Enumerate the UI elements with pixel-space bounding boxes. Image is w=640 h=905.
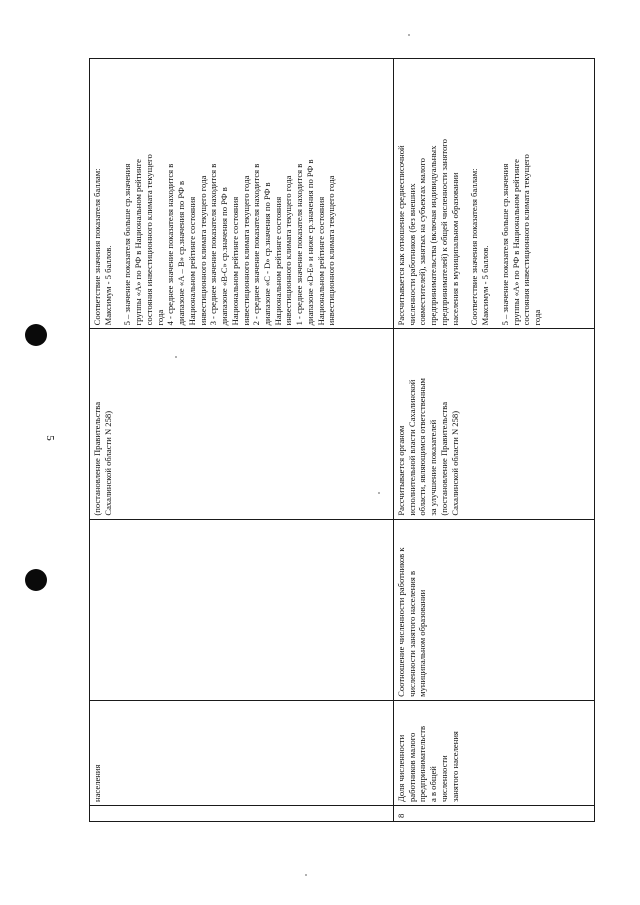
indicator-table (89, 58, 595, 822)
text-line: года (154, 309, 165, 326)
text-line: Национальном рейтинге состояния (315, 196, 326, 326)
text-line: численности занятого населения в (406, 570, 417, 697)
punch-hole-bottom (25, 569, 47, 591)
text-line: предпринимательства (включая индивидуальных (428, 145, 439, 326)
text-line: диапазоне «D-E» и ниже ср.значения по РФ в (304, 159, 315, 326)
text-line: Максимум - 5 баллов. (480, 245, 491, 326)
cell-definition (394, 519, 595, 700)
text-line: 1 - среднее значение показателя находится в (294, 163, 305, 326)
scan-speck (305, 874, 307, 876)
text-line: 4 - среднее значение показателя находится в (165, 163, 176, 326)
text-line: Национальном рейтинге состояния (229, 196, 240, 326)
text-line: за улучшение показателей (428, 419, 439, 516)
text-line: Рассчитывается как отношение среднесписочной (396, 145, 406, 326)
text-line: занятого населения (449, 731, 460, 802)
text-line: состояния инвестиционного климата текущего (521, 154, 532, 326)
text-line: предпринимателей) к общей численности занятого (438, 139, 449, 326)
text-line: численности работников (без внешних (406, 183, 417, 326)
cell-basis (394, 329, 595, 519)
text-line: Сахалинской области N 258) (449, 410, 460, 516)
text-line: группы «А» по РФ в Национальном рейтинге (133, 159, 144, 326)
text-line: года (532, 309, 543, 326)
text-line: населения в муниципальном образовании (449, 172, 460, 326)
scan-speck (408, 34, 410, 36)
text-line: Максимум - 5 баллов. (102, 245, 113, 326)
text-line (491, 62, 500, 325)
text-line: муниципальном образовании (417, 589, 428, 697)
text-line: инвестиционного климата текущего года (197, 175, 208, 326)
cell-basis (90, 329, 394, 519)
rotated-table-area (89, 58, 595, 822)
cell-scoring (394, 59, 595, 329)
text-line: Сахалинской области N 258) (102, 410, 113, 516)
text-line: Соотношение численности работников к (396, 547, 406, 697)
punch-hole-top (25, 324, 47, 346)
text-line: группы «А» по РФ в Национальном рейтинге (510, 159, 521, 326)
text-line: диапазоне «С - D» ср.значения по РФ в (262, 182, 273, 326)
text-line: (постановление Правительства (92, 401, 102, 516)
text-line: 3 - среднее значение показателя находится в (208, 163, 219, 326)
text-line (113, 62, 122, 325)
cell-definition (90, 519, 394, 700)
text-line: инвестиционного климата текущего года (326, 175, 337, 326)
page-number: 5 (44, 435, 56, 441)
text-line: инвестиционного климата текущего года (283, 175, 294, 326)
text-line: диапазоне «В-С» ср.значения по РФ в (219, 187, 230, 326)
text-line: Национальном рейтинге состояния (272, 196, 283, 326)
text-line: исполнительной власти Сахалинской (406, 379, 417, 516)
text-line: 5 – значение показателя больше ср.значения (499, 163, 510, 326)
cell-number: 8 (394, 805, 595, 821)
text-line: диапазоне «А – В» ср.значения по РФ в (176, 180, 187, 326)
text-line: (постановление Правительства (438, 401, 449, 516)
table-row (90, 59, 394, 822)
text-line: численности (438, 755, 449, 802)
text-line: а в общей (428, 766, 439, 802)
text-line: 5 – значение показателя больше ср.значения (122, 163, 133, 326)
cell-scoring (90, 59, 394, 329)
cell-number (90, 805, 394, 821)
cell-indicator: населения (90, 700, 394, 805)
text-line: состояния инвестиционного климата текущего (143, 154, 154, 326)
text-line: предпринимательств (417, 725, 428, 802)
text-line: Соответствие значения показателя баллам: (469, 168, 480, 326)
text-line: совместителей), занятых на субъектах малого (417, 158, 428, 326)
text-line: Рассчитывается органом (396, 425, 406, 516)
table-row (394, 59, 595, 822)
text-line: Соответствие значения показателя баллам: (92, 168, 102, 326)
text-line: Доля численности (396, 734, 406, 802)
text-line: области, являющимся ответственным (417, 378, 428, 516)
cell-indicator (394, 700, 595, 805)
text-line: 2 - среднее значение показателя находится в (251, 163, 262, 326)
text-line: работников малого (406, 732, 417, 802)
text-line (460, 62, 469, 325)
text-line: инвестиционного климата текущего года (240, 175, 251, 326)
text-line: Национальном рейтинге состояния (186, 196, 197, 326)
